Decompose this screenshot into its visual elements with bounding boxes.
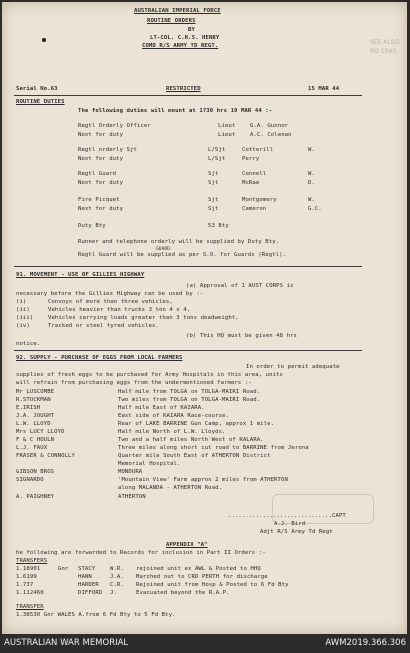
record-number: 1.737 <box>16 582 34 588</box>
section-line: In order to permit adequate <box>246 364 340 370</box>
duty-initial: W. <box>308 197 315 203</box>
record-text: Marched out to CRD PERTH for discharge <box>136 574 268 580</box>
duty-initial: G.C. <box>308 206 322 212</box>
duty-name: McRae <box>242 180 260 186</box>
record-number: 1.112460 <box>16 590 44 596</box>
section-line: necessary before the Gillies Highway can be used by :- <box>16 291 204 297</box>
farmer-name: L.W. LLOYD <box>16 421 51 427</box>
list-text: Convoys of more than three vehicles, <box>48 299 173 305</box>
duty-label: Next for duty <box>78 156 124 162</box>
record-number: 1.6199 <box>16 574 37 580</box>
farmer-location: Two and a half miles North West of KALARA. <box>118 437 264 443</box>
duty-rank: L/Sjt <box>208 156 226 162</box>
header-line-2: ROUTINE ORDERS <box>147 18 196 24</box>
appendix-intro: he following are forwarded to Records for inclusion in Part II Orders :- <box>16 550 266 556</box>
record-initials: J. <box>110 590 117 596</box>
farmer-name: A. PAIGHNEY <box>16 494 55 500</box>
farmer-location: East side of KAIARA Race-course. <box>118 413 229 419</box>
duty-rank: Sjt <box>208 171 219 177</box>
list-number: (ii) <box>16 307 30 313</box>
farmer-location: Quarter mile South East of ATHERTON District <box>118 453 271 459</box>
duty-initial: D. <box>308 180 315 186</box>
header-line-4: LT-COL. C.H.S. HENRY <box>150 35 220 41</box>
footer-accession: AWM2019.366.306 <box>325 638 406 648</box>
duty-rank: Sjt <box>208 180 219 186</box>
signature-line: ..............................CAPT <box>228 513 346 519</box>
section-line: will refrain from purchasing eggs from the undermentioned farmers :- <box>16 380 252 386</box>
duty-name: Montgomery <box>242 197 277 203</box>
list-number: (i) <box>16 299 27 305</box>
duty-rank: L/Sjt <box>208 147 226 153</box>
farmer-name: Mrs LUCY LLOYD <box>16 429 65 435</box>
record-text: Rejoined unit from Hosp & Posted to 6 Fd Bty <box>136 582 289 588</box>
classification: RESTRICTED <box>166 86 201 92</box>
section-line: notice. <box>16 341 41 347</box>
duty-name: A.C. Colenan <box>250 132 292 138</box>
appendix-subtitle: TRANSFER <box>16 604 44 610</box>
duty-label: Regtl orderly Sjt <box>78 147 137 153</box>
divider <box>14 95 362 96</box>
farmer-location: Half mile East of KAIARA. <box>118 405 205 411</box>
insertion-caret: GUARD <box>156 247 171 252</box>
list-text: Vehicles heavier than trucks 3 ton 4 x 4, <box>48 307 191 313</box>
appendix-title: APPENDIX "A" <box>166 542 208 548</box>
duty-label: Regtl Guard <box>78 171 117 177</box>
section-title: 91. MOVEMENT - USE OF GILLIES HIGHWAY <box>16 272 145 278</box>
duty-label: Next for duty <box>78 132 124 138</box>
farmer-location: Half mile from TOLGA on TOLGA-MAIRI Road. <box>118 389 261 395</box>
farmer-location: ATHERTON <box>118 494 146 500</box>
duty-rank: Sjt <box>208 206 219 212</box>
record-name: HANN <box>78 574 92 580</box>
document-page <box>2 2 407 634</box>
section-title: ROUTINE DUTIES <box>16 99 65 105</box>
appendix-subtitle: TRANSFERS <box>16 558 48 564</box>
record-text: Evacuated beyond the R.A.P. <box>136 590 230 596</box>
punch-hole <box>42 38 46 42</box>
farmer-name: GIBSON BROS <box>16 469 55 475</box>
serial-number: Serial No.63 <box>16 86 58 92</box>
duty-label: Fire Picquet <box>78 197 120 203</box>
duty-name: G.A. Gunnor <box>250 123 289 129</box>
header-line-3: BY <box>188 27 195 33</box>
appendix-line: 1.38530 Gnr WALES A.from 6 Fd Bty to 5 Fd Bty. <box>16 612 176 618</box>
section-intro: The following duties will mount at 1730 hrs 19 MAR 44 :- <box>78 108 273 114</box>
section-title: 92. SUPPLY - PURCHASE OF EGGS FROM LOCAL FARMERS <box>16 355 183 361</box>
duty-name: Cotterill <box>242 147 274 153</box>
record-name: DIFFORD <box>78 590 103 596</box>
divider <box>14 266 362 267</box>
duty-rank: Sjt <box>208 197 219 203</box>
farmer-name: FRASER & CONNOLLY <box>16 453 75 459</box>
section-line: (b) This HQ must be given 48 hrs <box>186 333 297 339</box>
list-number: (iii) <box>16 315 34 321</box>
record-initials: W.R. <box>110 566 124 572</box>
record-name: HARDER <box>78 582 99 588</box>
farmer-location: Two miles from TOLGA on TOLGA-MAIRI Road. <box>118 397 261 403</box>
section-note: Runner and telephone orderly will be supplied by Duty Bty. <box>78 239 280 245</box>
farmer-name: E.IRISH <box>16 405 41 411</box>
record-initials: C.R. <box>110 582 124 588</box>
duty-label: Next for duty <box>78 206 124 212</box>
record-rank: Gnr <box>58 566 69 572</box>
record-text: rejoined unit ex AWL & Posted to HHQ <box>136 566 261 572</box>
farmer-location: MONDURA <box>118 469 143 475</box>
farmer-name: J.A. JOUGHT <box>16 413 55 419</box>
header-line-5: COMD R/S ARMY TD REGT. <box>142 43 219 49</box>
signatory-name: A.J. Bird <box>274 521 306 527</box>
order-date: 15 MAR 44 <box>308 86 340 92</box>
list-text: Tracked or steel tyred vehicles. <box>48 323 159 329</box>
farmer-location: along MALANDA - ATHERTON Road. <box>118 485 223 491</box>
divider <box>14 350 362 351</box>
duty-name: Perry <box>242 156 260 162</box>
record-number: 1.18901 <box>16 566 41 572</box>
section-note: Regtl Guard will be supplied as per S.O. for Guards (Regtl). <box>78 252 287 258</box>
record-name: STACY <box>78 566 96 572</box>
duty-name: Connell <box>242 171 267 177</box>
duty-initial: W. <box>308 171 315 177</box>
duty-name: Cameron <box>242 206 267 212</box>
signatory-title: Adjt R/S Army Td Regt <box>260 529 333 535</box>
footer-credit: AUSTRALIAN WAR MEMORIAL <box>4 638 129 648</box>
duty-rank: Lieut <box>218 132 236 138</box>
farmer-name: L.J. FAUX <box>16 445 48 451</box>
farmer-name: SIGNARDO <box>16 477 44 483</box>
farmer-location: Memorial Hospital. <box>118 461 181 467</box>
section-line: (a) Approval of 1 AUST CORPS is <box>186 283 294 289</box>
farmer-location: 'Mountain View' Farm approx 2 miles from ATHERTON <box>118 477 288 483</box>
farmer-name: Mr LUSCOMBE <box>16 389 55 395</box>
record-initials: J.A. <box>110 574 124 580</box>
duty-initial: W. <box>308 147 315 153</box>
duty-label: Next for duty <box>78 180 124 186</box>
list-text: Vehicles carrying loads greater than 3 tons deadweight, <box>48 315 239 321</box>
duty-label: Duty Bty <box>78 223 106 229</box>
farmer-name: F & C HOULN <box>16 437 55 443</box>
farmer-location: Rear of LAKE BARRINE Gun Camp, approx 1 mile. <box>118 421 275 427</box>
archive-footer <box>0 634 410 653</box>
farmer-location: Half mile North of L.W. Lloyds. <box>118 429 226 435</box>
duty-name: 53 Bty <box>208 223 229 229</box>
duty-label: Regtl Orderly Officer <box>78 123 151 129</box>
farmer-location: Three miles along short cut road to BARRINE from Jerona <box>118 445 309 451</box>
farmer-name: R.STOCKMAN <box>16 397 51 403</box>
header-line-1: AUSTRALIAN IMPERIAL FORCE <box>134 8 221 14</box>
list-number: (iv) <box>16 323 30 329</box>
section-line: supplies of fresh eggs to be purchased for Army Hospitals in this area, units <box>16 372 284 378</box>
archive-stamp: SEE ALSO RO 1943 <box>370 39 400 55</box>
duty-rank: Lieut <box>218 123 236 129</box>
